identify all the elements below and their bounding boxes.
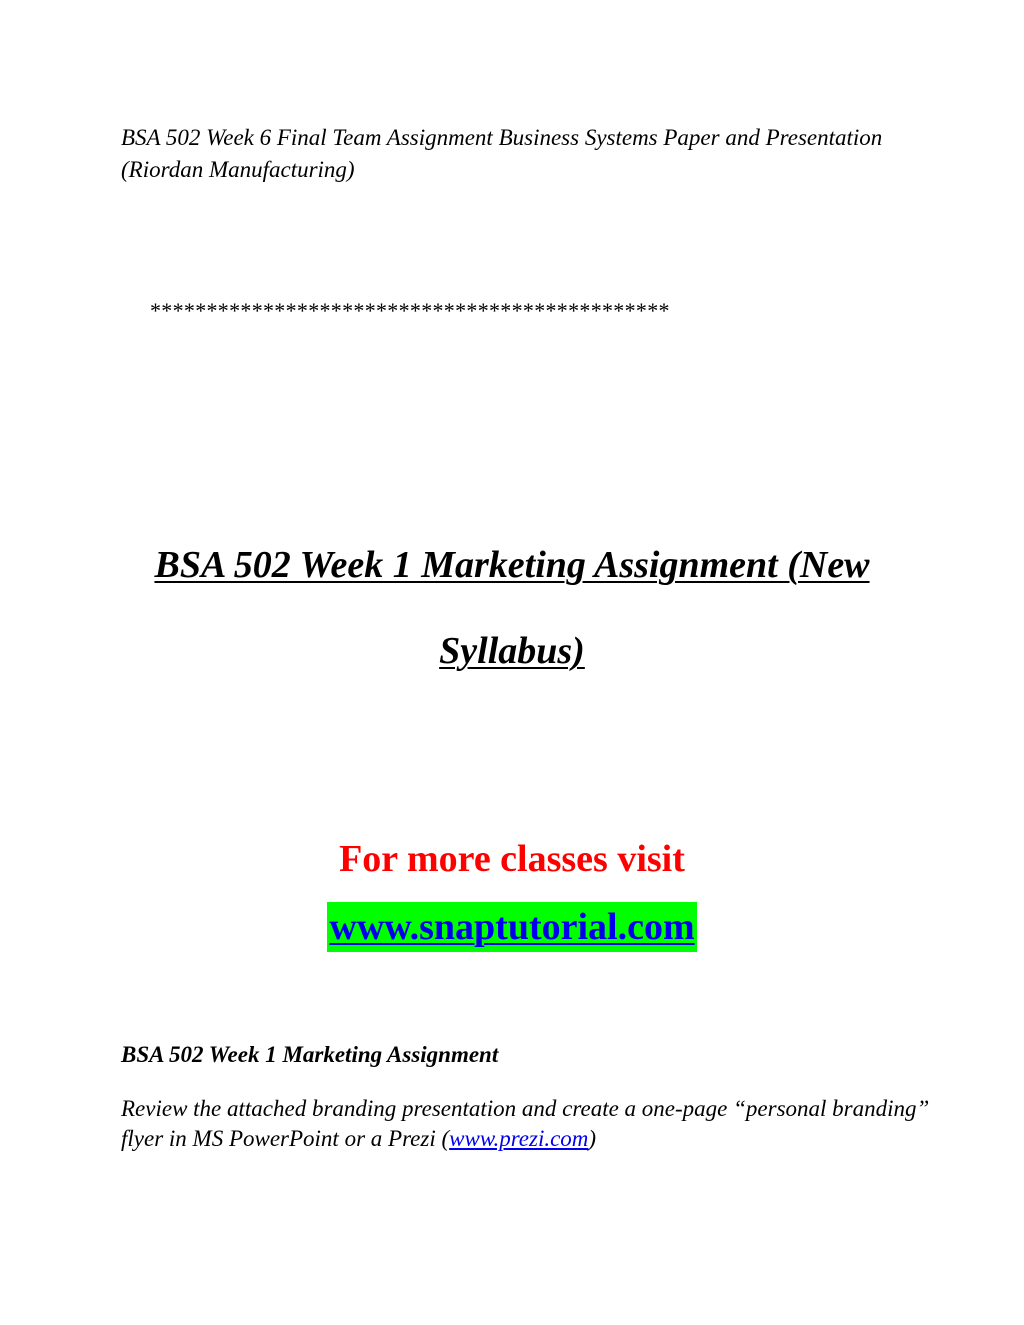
visit-prompt: For more classes visit: [339, 838, 685, 880]
snaptutorial-link[interactable]: www.snaptutorial.com: [327, 902, 696, 952]
page-title-line-1: BSA 502 Week 1 Marketing Assignment (New: [154, 544, 870, 586]
assignment-subheading: BSA 502 Week 1 Marketing Assignment: [121, 1042, 499, 1067]
description-text-end: ): [588, 1126, 597, 1151]
page-title-line-2: Syllabus): [439, 630, 585, 672]
description-text-start: Review the attached branding presentation and create a one-page “personal branding” flyer in MS PowerPoint or a Prezi (: [121, 1096, 930, 1151]
prezi-link[interactable]: www.prezi.com: [449, 1126, 589, 1151]
site-link-container: [0, 902, 1024, 952]
intro-paragraph: BSA 502 Week 6 Final Team Assignment Business Systems Paper and Presentation (Riordan Manufacturing): [121, 125, 883, 182]
asterisk-divider: **********************************************: [150, 298, 670, 323]
page-title: [120, 522, 904, 694]
assignment-description: [121, 1094, 961, 1154]
